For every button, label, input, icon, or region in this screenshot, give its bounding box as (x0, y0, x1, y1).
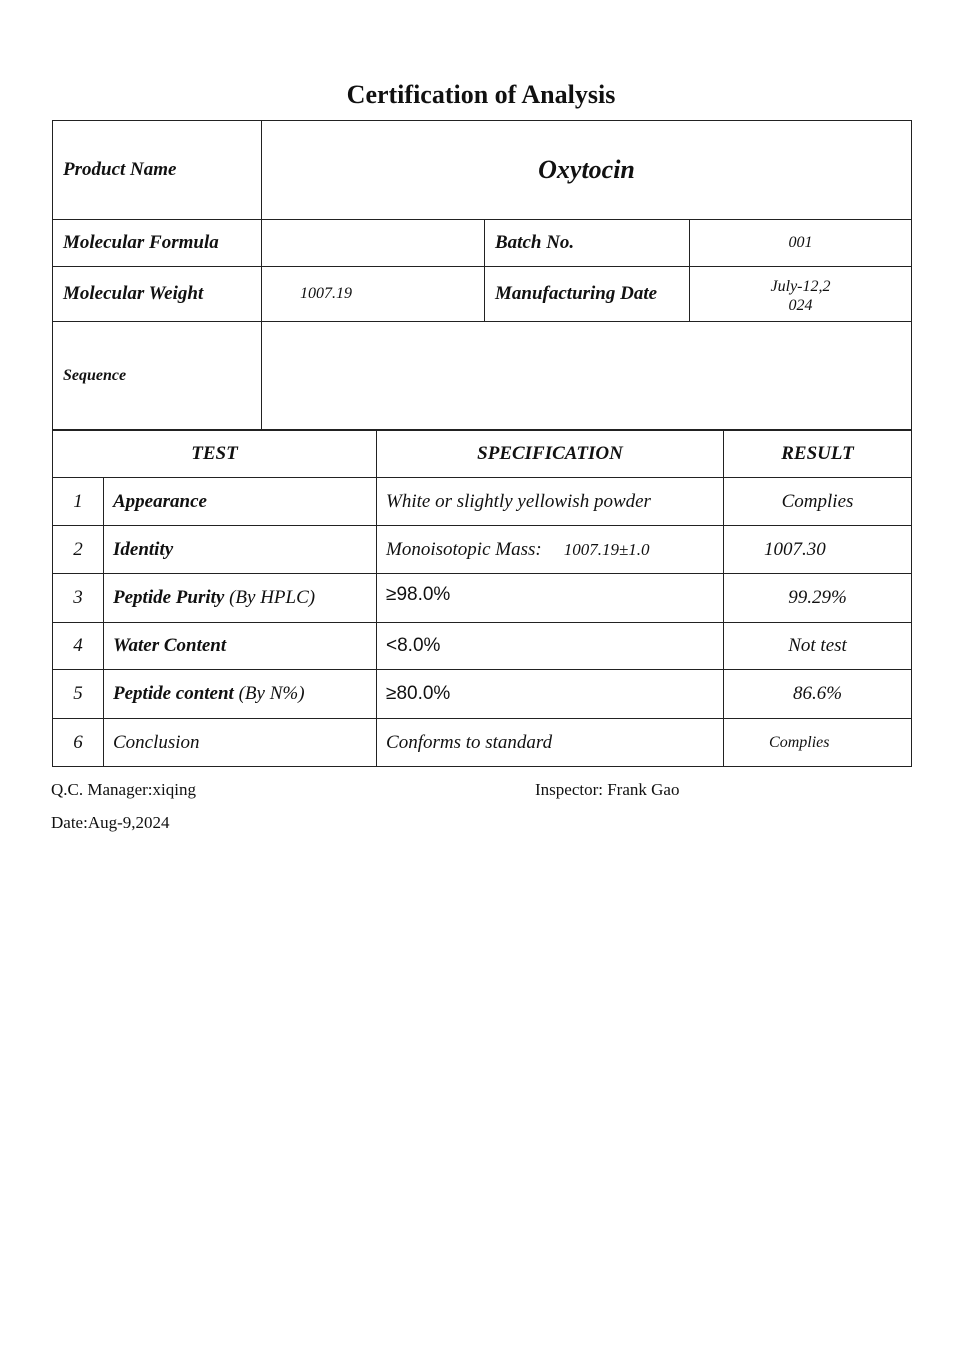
product-name-value: Oxytocin (262, 121, 912, 220)
test-spec (377, 526, 724, 574)
test-name (104, 478, 377, 526)
manufacturing-date-label: Manufacturing Date (485, 267, 690, 322)
test-spec: ≥80.0% (377, 670, 724, 719)
table-row (53, 670, 912, 719)
test-name (104, 670, 377, 719)
table-row (53, 526, 912, 574)
test-result: 1007.30 (724, 526, 912, 574)
report-date: Date:Aug-9,2024 (51, 813, 170, 832)
row-number: 3 (53, 574, 104, 623)
row-number: 5 (53, 670, 104, 719)
test-results-table (52, 430, 912, 767)
header-specification: SPECIFICATION (377, 431, 724, 478)
row-number: 1 (53, 478, 104, 526)
molecular-formula-label: Molecular Formula (53, 220, 262, 267)
table-row (53, 623, 912, 670)
test-result: 86.6% (724, 670, 912, 719)
table-row (53, 478, 912, 526)
test-result: Complies (724, 478, 912, 526)
test-name-text: Water Content (113, 635, 227, 656)
manufacturing-date-value (690, 267, 912, 322)
test-name (104, 623, 377, 670)
sequence-value (262, 322, 912, 430)
test-spec: ≥98.0% (377, 574, 724, 623)
test-spec-value: 1007.19±1.0 (563, 539, 650, 559)
test-name (104, 574, 377, 623)
batch-no-label: Batch No. (485, 220, 690, 267)
test-spec-text: Monoisotopic Mass: (386, 538, 542, 560)
header-test: TEST (53, 431, 377, 478)
test-name-text: Conclusion (113, 731, 200, 753)
document-title: Certification of Analysis (346, 80, 616, 109)
row-number: 4 (53, 623, 104, 670)
test-result: 99.29% (724, 574, 912, 623)
test-name (104, 526, 377, 574)
row-number: 2 (53, 526, 104, 574)
molecular-formula-value (262, 220, 485, 267)
test-name-text: Peptide content (113, 683, 234, 704)
batch-no-value: 001 (690, 220, 912, 267)
molecular-weight-value: 1007.19 (262, 267, 485, 322)
test-name-text: Identity (113, 538, 174, 560)
row-number: 6 (53, 719, 104, 767)
product-info-table (52, 120, 912, 430)
test-method: (By N%) (233, 683, 305, 704)
test-name (104, 719, 377, 767)
sequence-label: Sequence (53, 322, 262, 430)
test-result: Complies (724, 719, 912, 767)
manufacturing-date-line2: 024 (788, 297, 813, 314)
test-spec: <8.0% (377, 623, 724, 670)
product-name-label: Product Name (53, 121, 262, 220)
inspector: Inspector: Frank Gao (535, 780, 680, 799)
qc-manager: Q.C. Manager:xiqing (51, 780, 196, 799)
test-spec: Conforms to standard (377, 719, 724, 767)
manufacturing-date-line1: July-12,2 (770, 278, 831, 295)
test-name-text: Appearance (113, 490, 207, 512)
test-name-text: Peptide Purity (113, 587, 225, 608)
test-result: Not test (724, 623, 912, 670)
test-spec: White or slightly yellowish powder (377, 478, 724, 526)
table-row (53, 719, 912, 767)
header-result: RESULT (724, 431, 912, 478)
test-method: (By HPLC) (224, 587, 316, 608)
molecular-weight-label: Molecular Weight (53, 267, 262, 322)
table-row (53, 574, 912, 623)
